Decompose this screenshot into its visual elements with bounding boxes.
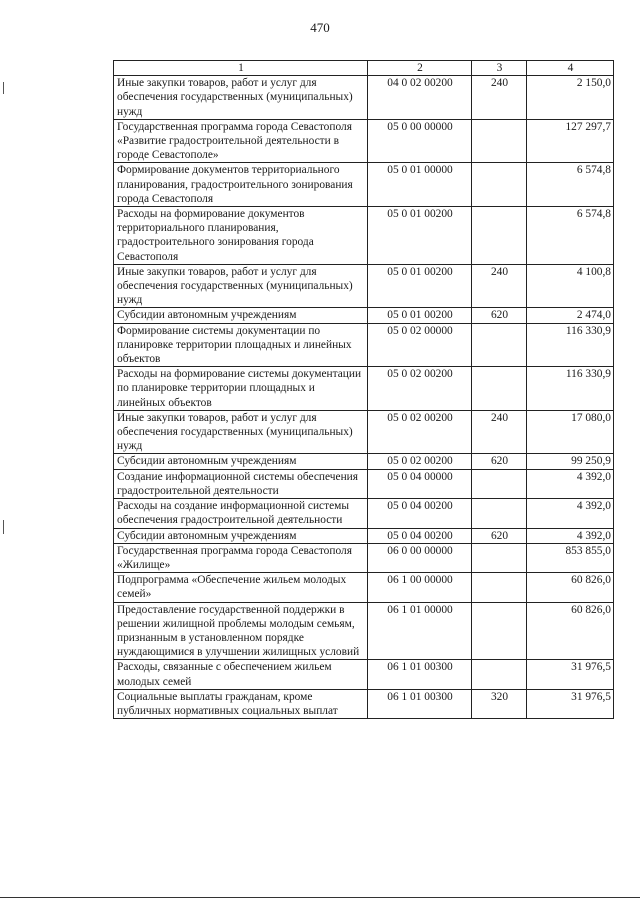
table-row (114, 528, 614, 543)
bottom-rule (0, 897, 640, 898)
row-type-cell: 240 (472, 410, 527, 454)
row-amount-cell: 60 826,0 (527, 573, 614, 602)
row-type-cell (472, 163, 527, 207)
row-amount-cell: 99 250,9 (527, 454, 614, 469)
column-header: 2 (368, 61, 472, 76)
row-name-cell: Формирование системы документации по планировке территории площадных и линейных объектов (114, 323, 368, 367)
table-body (114, 76, 614, 719)
row-amount-cell: 4 392,0 (527, 499, 614, 528)
row-amount-cell: 31 976,5 (527, 689, 614, 718)
row-code-cell: 05 0 04 00200 (368, 499, 472, 528)
table-row (114, 264, 614, 308)
row-type-cell (472, 367, 527, 411)
row-code-cell: 06 1 01 00300 (368, 660, 472, 689)
row-name-cell: Расходы на создание информационной системы обеспечения градостроительной деятельности (114, 499, 368, 528)
row-amount-cell: 2 474,0 (527, 308, 614, 323)
table-row (114, 469, 614, 498)
table-row (114, 573, 614, 602)
row-type-cell (472, 207, 527, 265)
row-code-cell: 05 0 00 00000 (368, 119, 472, 163)
row-amount-cell: 127 297,7 (527, 119, 614, 163)
row-name-cell: Иные закупки товаров, работ и услуг для обеспечения государственных (муниципальных) нужд (114, 264, 368, 308)
row-type-cell: 320 (472, 689, 527, 718)
table-row (114, 119, 614, 163)
row-name-cell: Иные закупки товаров, работ и услуг для обеспечения государственных (муниципальных) нужд (114, 76, 368, 120)
row-code-cell: 05 0 01 00200 (368, 308, 472, 323)
row-type-cell: 240 (472, 264, 527, 308)
table-row (114, 454, 614, 469)
row-name-cell: Государственная программа города Севастополя «Жилище» (114, 543, 368, 572)
row-amount-cell: 2 150,0 (527, 76, 614, 120)
row-type-cell: 620 (472, 528, 527, 543)
table-row (114, 410, 614, 454)
row-amount-cell: 116 330,9 (527, 367, 614, 411)
table-row (114, 367, 614, 411)
row-code-cell: 06 1 01 00000 (368, 602, 472, 660)
row-amount-cell: 116 330,9 (527, 323, 614, 367)
row-amount-cell: 4 100,8 (527, 264, 614, 308)
row-name-cell: Создание информационной системы обеспечения градостроительной деятельности (114, 469, 368, 498)
row-name-cell: Расходы, связанные с обеспечением жильем молодых семей (114, 660, 368, 689)
row-type-cell (472, 499, 527, 528)
column-header: 3 (472, 61, 527, 76)
table-row (114, 163, 614, 207)
row-code-cell: 06 0 00 00000 (368, 543, 472, 572)
row-amount-cell: 4 392,0 (527, 469, 614, 498)
row-amount-cell: 60 826,0 (527, 602, 614, 660)
margin-mark (3, 82, 4, 94)
table-row (114, 207, 614, 265)
row-name-cell: Субсидии автономным учреждениям (114, 454, 368, 469)
row-amount-cell: 853 855,0 (527, 543, 614, 572)
row-amount-cell: 17 080,0 (527, 410, 614, 454)
row-type-cell (472, 543, 527, 572)
page-number: 470 (310, 20, 330, 35)
table-row (114, 543, 614, 572)
row-type-cell (472, 660, 527, 689)
row-type-cell: 240 (472, 76, 527, 120)
table-row (114, 499, 614, 528)
row-code-cell: 06 1 01 00300 (368, 689, 472, 718)
row-code-cell: 05 0 02 00200 (368, 454, 472, 469)
row-name-cell: Социальные выплаты гражданам, кроме публичных нормативных социальных выплат (114, 689, 368, 718)
table-row (114, 76, 614, 120)
row-code-cell: 05 0 01 00200 (368, 207, 472, 265)
row-code-cell: 06 1 00 00000 (368, 573, 472, 602)
column-header: 1 (114, 61, 368, 76)
row-type-cell (472, 119, 527, 163)
row-name-cell: Государственная программа города Севастополя «Развитие градостроительной деятельности в городе Севастополе» (114, 119, 368, 163)
row-type-cell: 620 (472, 454, 527, 469)
row-name-cell: Субсидии автономным учреждениям (114, 308, 368, 323)
row-type-cell (472, 469, 527, 498)
row-name-cell: Предоставление государственной поддержки в решении жилищной проблемы молодым семьям, признанным в установленном порядке нуждающимися в улучшении жилищных условий (114, 602, 368, 660)
row-type-cell (472, 323, 527, 367)
table-row (114, 308, 614, 323)
row-code-cell: 05 0 04 00000 (368, 469, 472, 498)
row-type-cell (472, 573, 527, 602)
column-header: 4 (527, 61, 614, 76)
row-code-cell: 05 0 04 00200 (368, 528, 472, 543)
row-amount-cell: 4 392,0 (527, 528, 614, 543)
row-type-cell (472, 602, 527, 660)
row-amount-cell: 6 574,8 (527, 163, 614, 207)
row-code-cell: 05 0 01 00200 (368, 264, 472, 308)
table-row (114, 602, 614, 660)
row-type-cell: 620 (472, 308, 527, 323)
header-row (114, 61, 614, 76)
row-name-cell: Расходы на формирование документов территориального планирования, градостроительного зонирования города Севастополя (114, 207, 368, 265)
row-name-cell: Субсидии автономным учреждениям (114, 528, 368, 543)
row-name-cell: Подпрограмма «Обеспечение жильем молодых семей» (114, 573, 368, 602)
row-name-cell: Иные закупки товаров, работ и услуг для обеспечения государственных (муниципальных) нужд (114, 410, 368, 454)
row-code-cell: 05 0 01 00000 (368, 163, 472, 207)
row-amount-cell: 6 574,8 (527, 207, 614, 265)
budget-table (113, 60, 614, 719)
row-name-cell: Расходы на формирование системы документации по планировке территории площадных и линейных объектов (114, 367, 368, 411)
row-code-cell: 05 0 02 00200 (368, 410, 472, 454)
table-row (114, 323, 614, 367)
table-row (114, 689, 614, 718)
margin-mark (3, 520, 4, 534)
row-code-cell: 05 0 02 00200 (368, 367, 472, 411)
row-code-cell: 04 0 02 00200 (368, 76, 472, 120)
row-name-cell: Формирование документов территориального планирования, градостроительного зонирования города Севастополя (114, 163, 368, 207)
row-code-cell: 05 0 02 00000 (368, 323, 472, 367)
row-amount-cell: 31 976,5 (527, 660, 614, 689)
table-row (114, 660, 614, 689)
